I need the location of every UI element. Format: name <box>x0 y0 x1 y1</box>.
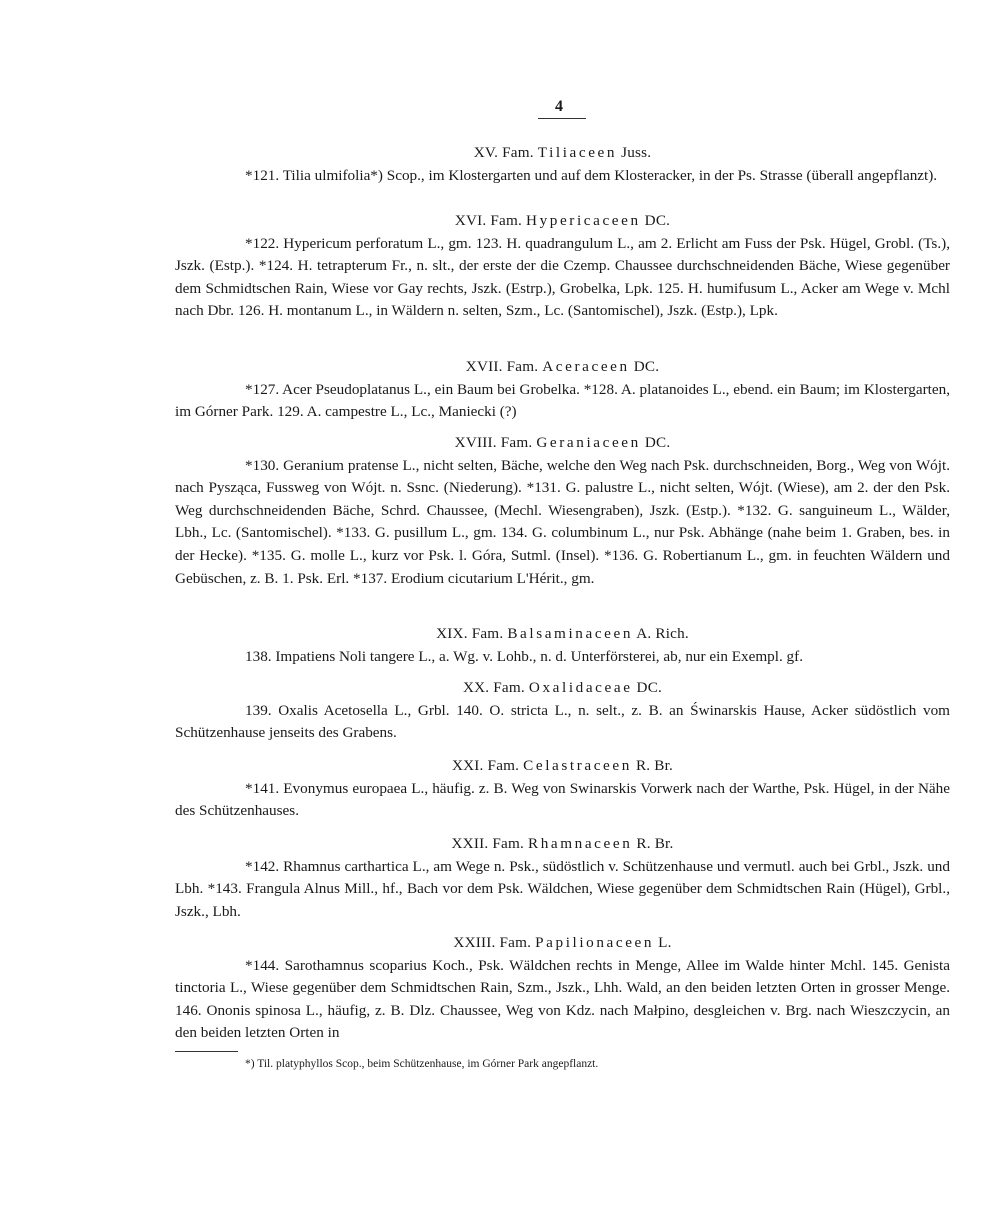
heading-family-name: Rhamnaceen <box>527 835 633 852</box>
heading-family-name: Geraniaceen <box>536 434 641 451</box>
heading-family-name: Oxalidaceae <box>528 679 633 696</box>
heading-prefix: XIX. Fam. <box>436 625 504 642</box>
heading-authority: A. Rich. <box>636 625 689 642</box>
section-heading <box>175 432 950 455</box>
section-paragraph: *121. Tilia ulmifolia*) Scop., im Klostergarten und auf dem Klosteracker, in der Ps. Strasse (überall angepflanzt). <box>245 166 938 184</box>
heading-prefix: XVII. Fam. <box>465 358 539 375</box>
heading-authority: L. <box>658 934 672 951</box>
section-aceraceen <box>175 356 950 424</box>
section-paragraph: *141. Evonymus europaea L., häufig. z. B. Weg von Swinarskis Vorwerk nach der Warthe, Psk. Hügel, in der Nähe des Schützenhauses. <box>175 779 950 820</box>
heading-authority: DC. <box>644 212 671 229</box>
section-heading <box>175 142 950 165</box>
section-paragraph: *122. Hypericum perforatum L., gm. 123. H. quadrangulum L., am 2. Erlicht am Fuss der Psk. Hügel, Grobl. (Ts.), Jszk. (Estp.). *124. H. tetrapterum Fr., n. slt., der erste der die Czemp. Chaussee durchschneidenden Bäche, Wiese gegenüber dem Schmidtschen Rain, Wiese vor Gay rechts, Jszk. (Estrp.), Grobelka, Lpk. 125. H. humifusum L., Acker am Wege v. Mchl nach Dbr. 126. H. montanum L., in Wäldern n. selten, Szm., Lc. (Santomischel), Jszk. (Estp.), Lpk. <box>175 234 950 320</box>
section-heading <box>175 623 950 646</box>
heading-prefix: XXIII. Fam. <box>453 934 532 951</box>
section-tiliaceen <box>175 142 950 187</box>
section-heading <box>175 677 950 700</box>
footnote: *) Til. platyphyllos Scop., beim Schützenhause, im Górner Park angepflanzt. <box>245 1058 599 1070</box>
section-papilionaceen <box>175 932 950 1045</box>
heading-prefix: XVIII. Fam. <box>454 434 533 451</box>
heading-authority: DC. <box>644 434 671 451</box>
heading-prefix: XV. Fam. <box>473 144 534 161</box>
heading-family-name: Hypericaceen <box>526 212 641 229</box>
section-heading <box>175 210 950 233</box>
heading-family-name: Tiliaceen <box>537 144 618 161</box>
heading-authority: Juss. <box>621 144 652 161</box>
heading-authority: DC. <box>633 358 660 375</box>
section-paragraph: 139. Oxalis Acetosella L., Grbl. 140. O. stricta L., n. selt., z. B. an Świnarskis Hause, Acker südöstlich vom Schützenhause jenseits des Grabens. <box>175 701 950 742</box>
section-heading <box>175 356 950 379</box>
footnote-divider <box>175 1051 238 1052</box>
section-heading <box>175 833 950 856</box>
section-celastraceen <box>175 755 950 823</box>
section-rhamnaceen <box>175 833 950 923</box>
page-number-underline <box>538 118 586 119</box>
section-paragraph: *142. Rhamnus carthartica L., am Wege n. Psk., südöstlich v. Schützenhause und vermutl. auch bei Grbl., Jszk. und Lbh. *143. Frangula Alnus Mill., hf., Bach vor dem Psk. Wäldchen, Wiese gegenüber dem Schmidtschen Rain (Hügel), Grbl., Jszk., Lbh. <box>175 857 950 920</box>
section-paragraph: *130. Geranium pratense L., nicht selten, Bäche, welche den Weg nach Psk. durchschneiden, Borg., Weg von Wójt. nach Pysząca, Fussweg von Wójt. n. Ssnc. (Niederung). *131. G. palustre L., nicht selten, Wójt. (Wiese), am 2. der den Psk. Weg durchschneidenden Bäche, Schrd. Chaussee, (Mechl. Wiesengraben), Jszk. (Estp.). *132. G. sanguineum L., Wälder, Lbh., Lc. (Santomischel). *133. G. pusillum L., gm. 134. G. columbinum L., nur Psk. Abhänge (nahe beim 1. Graben, bes. in der Hecke). *135. G. molle L., kurz vor Psk. l. Góra, Sutml. (Insel). *136. G. Robertianum L., gm. in feuchten Wäldern und Gebüschen, z. B. 1. Psk. Erl. *137. Erodium cicutarium L'Hérit., gm. <box>175 456 950 587</box>
heading-prefix: XVI. Fam. <box>454 212 522 229</box>
heading-family-name: Celastraceen <box>523 757 632 774</box>
page-number: 4 <box>555 98 563 115</box>
section-paragraph: *144. Sarothamnus scoparius Koch., Psk. Wäldchen rechts in Menge, Allee im Walde hinter Mchl. 145. Genista tinctoria L., Wiese gegenüber dem Schmidtschen Rain, Szm., Jszk., Lhh. Wald, an den beiden letzten Orten in grosser Menge. 146. Ononis spinosa L., häufig, z. B. Dlz. Chaussee, Weg von Kdz. nach Małpino, desgleichen v. Brg. nach Wieszczycin, an den beiden letzten Orten in <box>175 956 950 1042</box>
heading-prefix: XX. Fam. <box>462 679 525 696</box>
heading-prefix: XXII. Fam. <box>451 835 524 852</box>
section-heading <box>175 932 950 955</box>
heading-authority: DC. <box>636 679 663 696</box>
heading-authority: R. Br. <box>636 835 674 852</box>
section-geraniaceen <box>175 432 950 590</box>
section-paragraph: *127. Acer Pseudoplatanus L., ein Baum bei Grobelka. *128. A. platanoides L., ebend. ein Baum; im Klostergarten, im Górner Park. 129. A. campestre L., Lc., Maniecki (?) <box>175 380 950 421</box>
section-balsaminaceen <box>175 623 950 668</box>
heading-family-name: Aceraceen <box>542 358 630 375</box>
section-heading <box>175 755 950 778</box>
section-oxalidaceae <box>175 677 950 745</box>
section-paragraph: 138. Impatiens Noli tangere L., a. Wg. v. Lohb., n. d. Unterförsterei, ab, nur ein Exempl. gf. <box>245 647 803 665</box>
section-hypericaceen <box>175 210 950 323</box>
heading-family-name: Papilionaceen <box>535 934 655 951</box>
heading-family-name: Balsaminaceen <box>507 625 634 642</box>
heading-prefix: XXI. Fam. <box>451 757 520 774</box>
heading-authority: R. Br. <box>635 757 674 774</box>
